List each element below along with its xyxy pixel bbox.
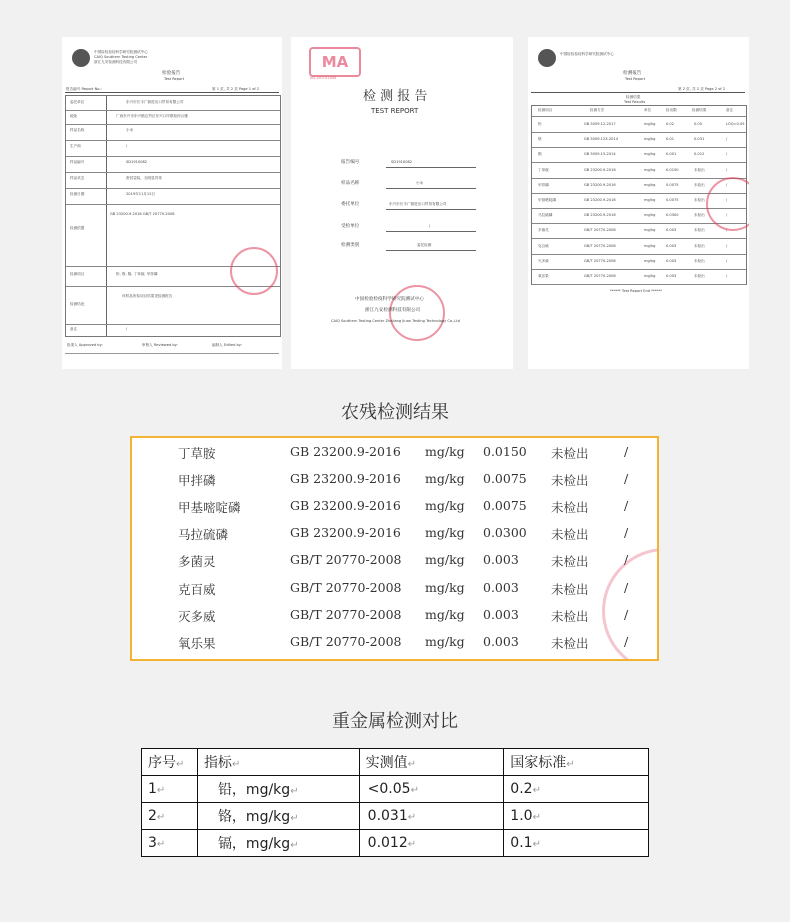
result-cell: GB 5009.123-2014	[584, 137, 618, 142]
row-label: 生产商	[70, 144, 81, 148]
result-cell: 未检出	[694, 182, 705, 187]
heavy-metal-heading: 重金属检测对比	[332, 711, 458, 732]
pesticide-cell-remark: /	[624, 525, 629, 541]
result-cell: GB 23200.9-2016	[584, 182, 616, 187]
result-cell: mg/kg	[644, 152, 656, 157]
cma-mark-text: MA	[321, 53, 349, 71]
row-label: 检测项目	[70, 272, 85, 276]
result-cell: 未检出	[694, 228, 705, 233]
result-cell: mg/kg	[644, 137, 656, 142]
pesticide-cell-unit: mg/kg	[425, 498, 465, 514]
result-cell: /	[726, 228, 728, 233]
pesticide-cell-result: 未检出	[551, 500, 589, 516]
result-cell: mg/kg	[644, 258, 656, 263]
cover-seal-icon	[389, 285, 445, 341]
row-label: 备注	[70, 327, 78, 331]
pesticide-cell-method: GB/T 20770-2008	[290, 606, 402, 622]
field-label: 报告编号	[341, 160, 360, 165]
result-cell: GB 23200.9-2016	[584, 198, 616, 202]
result-cell: mg/kg	[644, 198, 656, 202]
result-cell: /	[726, 274, 728, 278]
pesticide-cell-result: 未检出	[551, 608, 589, 624]
pesticide-cell-lod: 0.0075	[483, 498, 527, 514]
pesticide-cell-unit: mg/kg	[425, 471, 465, 487]
pesticide-cell-unit: mg/kg	[425, 444, 465, 459]
cover-org-name: 中国检验检疫科学研究院测试中心	[355, 297, 424, 302]
result-cell: GB/T 20770-2008	[584, 274, 616, 278]
field-label: 检测类别	[341, 243, 360, 248]
pesticide-cell-unit: mg/kg	[425, 552, 465, 568]
report-page-1	[62, 37, 282, 369]
row-value: 小米	[126, 128, 134, 132]
pesticide-cell-result: 未检出	[551, 446, 589, 461]
result-cell: GB 23200.9-2016	[584, 213, 616, 218]
pesticide-cell-lod: 0.003	[483, 579, 519, 595]
result-cell: 0.0075	[666, 198, 679, 202]
row-value: 密封袋装，无明显异常	[126, 176, 162, 180]
pesticide-row	[132, 521, 657, 548]
pesticide-row	[132, 494, 657, 521]
page-label: 第 2 页, 共 2 页 Page 2 of 2	[678, 87, 726, 91]
pesticide-row	[132, 548, 657, 575]
col-header: 检测结果	[692, 108, 707, 112]
pesticide-cell-result: 未检出	[551, 473, 589, 489]
result-cell: 0.0150	[666, 167, 679, 172]
results-title-en: Test Results	[624, 100, 646, 104]
col-header: 检出限	[666, 108, 677, 112]
pesticide-cell-remark: /	[624, 471, 629, 487]
result-cell: /	[726, 198, 728, 202]
pesticide-cell-lod: 0.0150	[483, 444, 527, 459]
pesticide-cell-unit: mg/kg	[425, 633, 465, 649]
header-cell: 指标↵	[197, 749, 359, 776]
field-value: SD1910082	[391, 160, 413, 164]
report-end-text: ****** Test Report End ******	[610, 289, 662, 293]
result-cell: 0.01	[666, 137, 675, 142]
org-seal-icon	[538, 49, 556, 67]
result-cell: /	[726, 137, 728, 142]
row-value: /	[126, 144, 128, 148]
row-label: 地址	[70, 114, 78, 118]
pesticide-row	[132, 576, 657, 603]
result-cell: 未检出	[694, 243, 705, 248]
reviewed-label: 审核人 Reviewed by:	[142, 343, 178, 347]
result-cell: mg/kg	[644, 243, 656, 248]
result-cell: 马拉硫磷	[538, 213, 553, 218]
pesticide-cell-name: 克百威	[178, 581, 216, 597]
field-value: 小米	[416, 181, 424, 185]
field-value: 东兴市长丰广源进出口贸易有限公司	[389, 202, 447, 206]
report-title: 检测报告	[623, 71, 642, 76]
pesticide-cell-remark: /	[624, 498, 629, 514]
result-cell: 氧乐果	[538, 274, 549, 278]
row-value: 广西东兴市东兴镇边贸区东兴口岸联检综合楼	[116, 114, 188, 118]
col-header: 检测项目	[538, 108, 553, 112]
pesticide-cell-name: 丁草胺	[178, 446, 216, 461]
pesticide-cell-method: GB/T 20770-2008	[290, 579, 402, 595]
org-seal-icon	[72, 49, 90, 67]
result-cell: GB/T 20770-2008	[584, 258, 616, 263]
result-cell: mg/kg	[644, 182, 656, 187]
header-cell: 国家标准↵	[504, 749, 649, 776]
pesticide-cell-name: 灭多威	[178, 608, 216, 624]
org-sub-name: 浙江九安检测科技有限公司	[94, 60, 138, 64]
pesticide-cell-method: GB 23200.9-2016	[290, 471, 401, 487]
result-cell: /	[726, 243, 728, 248]
org-name: 中国检验检疫科学研究院测试中心	[560, 52, 614, 56]
result-cell: 未检出	[694, 167, 705, 172]
edited-label: 编制人 Edited by:	[212, 343, 242, 347]
pesticide-cell-unit: mg/kg	[425, 579, 465, 595]
info-table	[65, 95, 281, 337]
result-cell: mg/kg	[644, 274, 656, 278]
result-cell: 灭多威	[538, 258, 549, 263]
pesticide-cell-name: 甲拌磷	[178, 473, 216, 489]
table-row: 2↵ 铬，mg/kg↵ 0.031↵ 1.0↵	[142, 803, 649, 830]
row-value: /	[126, 327, 128, 331]
pesticide-cell-method: GB 23200.9-2016	[290, 444, 401, 459]
heavy-metal-table	[141, 748, 649, 857]
field-label: 样品名称	[341, 181, 360, 186]
col-header: 备注	[726, 108, 734, 112]
report-page-2	[528, 37, 749, 369]
pesticide-row	[132, 603, 657, 630]
result-cell: 0.012	[694, 152, 705, 157]
table-row: 3↵ 镉，mg/kg↵ 0.012↵ 0.1↵	[142, 830, 649, 857]
pesticide-cell-unit: mg/kg	[425, 606, 465, 622]
result-cell: 未检出	[694, 258, 705, 263]
result-cell: GB 5009.15-2014	[584, 152, 616, 157]
pesticide-cell-remark: /	[624, 552, 629, 568]
result-cell: 0.0300	[666, 213, 679, 218]
header-cell: 实测值↵	[359, 749, 504, 776]
result-cell: 未检出	[694, 274, 705, 278]
col-header: 检测方法	[590, 108, 605, 112]
pesticide-cell-method: GB/T 20770-2008	[290, 552, 402, 568]
row-value: SD1910082	[126, 160, 148, 164]
result-cell: 0.003	[666, 274, 677, 278]
result-cell: 0.003	[666, 258, 677, 263]
field-value: 委托检测	[417, 243, 432, 247]
result-cell: 甲拌磷	[538, 182, 549, 187]
row-label: 检测日期	[70, 192, 85, 196]
result-cell: 铬	[538, 137, 542, 142]
pesticide-cell-remark: /	[624, 444, 629, 459]
table-row: 1↵ 铅，mg/kg↵ <0.05↵ 0.2↵	[142, 776, 649, 803]
result-cell: 0.031	[694, 137, 705, 142]
org-name: 中国检验检疫科学研究院测试中心	[94, 50, 148, 54]
report-title-en: Test Report	[625, 77, 646, 81]
report-title: 检验报告	[162, 71, 181, 76]
report-cover	[291, 37, 513, 369]
field-value: /	[429, 224, 431, 228]
cover-title-en: TEST REPORT	[371, 107, 419, 115]
result-cell: 镉	[538, 152, 542, 157]
result-cell: GB 23200.9-2016	[584, 167, 616, 172]
table-header-row	[142, 749, 649, 776]
row-label: 委托单位	[70, 100, 85, 104]
result-cell: 0.0075	[666, 182, 679, 187]
row-value: 该样品所检项目结果见检测报告	[122, 294, 173, 298]
result-cell: 甲基嘧啶磷	[538, 198, 556, 202]
org-name-en: CAIQ Southern Testing Center	[94, 55, 148, 59]
result-cell: mg/kg	[644, 122, 656, 126]
pesticide-cell-unit: mg/kg	[425, 525, 465, 541]
pesticide-cell-result: 未检出	[551, 527, 589, 543]
row-value: 铅, 铬, 镉, 丁草胺, 甲拌磷	[116, 272, 158, 276]
cma-mark-icon	[309, 47, 361, 77]
field-label: 委托单位	[341, 202, 360, 207]
pesticide-cell-method: GB 23200.9-2016	[290, 525, 401, 541]
pesticide-cell-remark: /	[624, 633, 629, 649]
result-cell: /	[726, 152, 728, 157]
result-cell: 铅	[538, 122, 542, 126]
col-header: 单位	[644, 108, 652, 112]
pesticide-cell-remark: /	[624, 606, 629, 622]
pesticide-cell-remark: /	[624, 579, 629, 595]
pesticide-cell-lod: 0.0075	[483, 471, 527, 487]
pesticide-cell-name: 马拉硫磷	[178, 527, 229, 543]
result-cell: 多菌灵	[538, 228, 549, 233]
field-label: 受检单位	[341, 224, 360, 229]
header-cell: 序号↵	[142, 749, 198, 776]
row-label: 样品名称	[70, 128, 85, 132]
cover-title: 检 测 报 告	[363, 89, 428, 104]
result-cell: 0.05	[694, 122, 703, 126]
pesticide-results-panel	[130, 436, 659, 661]
cma-number: 161100141808	[309, 76, 337, 80]
result-cell: 0.001	[666, 152, 677, 157]
result-cell: GB/T 20770-2008	[584, 243, 616, 248]
result-cell: mg/kg	[644, 228, 656, 233]
result-cell: LOQ=0.05	[726, 122, 745, 126]
pesticide-cell-method: GB 23200.9-2016	[290, 498, 401, 514]
result-cell: /	[726, 213, 728, 218]
results-title: 检测结果	[626, 95, 641, 99]
result-cell: /	[726, 182, 728, 187]
row-value: 东兴市长丰广源进出口贸易有限公司	[126, 100, 184, 104]
pesticide-cell-lod: 0.003	[483, 633, 519, 649]
pesticide-row	[132, 467, 657, 494]
row-label: 样品状态	[70, 176, 85, 180]
pesticide-cell-name: 多菌灵	[178, 554, 216, 570]
pesticide-row	[132, 440, 657, 467]
pesticide-row	[132, 630, 657, 657]
result-cell: /	[726, 258, 728, 263]
pesticide-cell-lod: 0.003	[483, 606, 519, 622]
cover-org-sub: 浙江九安检测科技有限公司	[365, 308, 421, 313]
row-value: 2019年11月12日	[126, 192, 156, 196]
result-cell: GB 5009.12-2017	[584, 122, 616, 126]
pesticide-cell-result: 未检出	[551, 635, 589, 651]
result-cell: GB/T 20770-2008	[584, 228, 616, 233]
result-cell: mg/kg	[644, 213, 656, 218]
result-cell: /	[726, 167, 728, 172]
row-value: GB 23200.9-2016 GB/T 20770-2008	[110, 212, 175, 216]
pesticide-cell-result: 未检出	[551, 554, 589, 570]
result-cell: 丁草胺	[538, 167, 549, 172]
cover-org-en: CAIQ Southern Testing Center Zhejiang Jiuan Testing Technology Co.,Ltd	[331, 319, 460, 323]
row-label: 检测依据	[70, 226, 85, 230]
pesticide-cell-result: 未检出	[551, 581, 589, 597]
pesticide-heading: 农残检测结果	[341, 402, 449, 423]
result-cell: 克百威	[538, 243, 549, 248]
result-cell: 0.02	[666, 122, 675, 126]
result-cell: mg/kg	[644, 167, 656, 172]
report-title-en: Test Report	[164, 77, 185, 81]
pesticide-cell-name: 氧乐果	[178, 635, 216, 651]
row-label: 检测结论	[70, 302, 85, 306]
page-label: 第 1 页, 共 2 页 Page 1 of 2	[212, 87, 260, 91]
row-label: 样品编号	[70, 160, 85, 164]
result-cell: 0.003	[666, 228, 677, 233]
report-no-label: 报告编号 Report No.:	[66, 87, 102, 91]
result-cell: 0.003	[666, 243, 677, 248]
pesticide-cell-lod: 0.003	[483, 552, 519, 568]
result-cell: 未检出	[694, 198, 705, 202]
approved-label: 批准人 Approved by:	[67, 343, 103, 347]
pesticide-cell-name: 甲基嘧啶磷	[178, 500, 241, 516]
inspection-seal-icon	[230, 247, 278, 295]
pesticide-cell-method: GB/T 20770-2008	[290, 633, 402, 649]
pesticide-cell-lod: 0.0300	[483, 525, 527, 541]
result-cell: 未检出	[694, 213, 705, 218]
